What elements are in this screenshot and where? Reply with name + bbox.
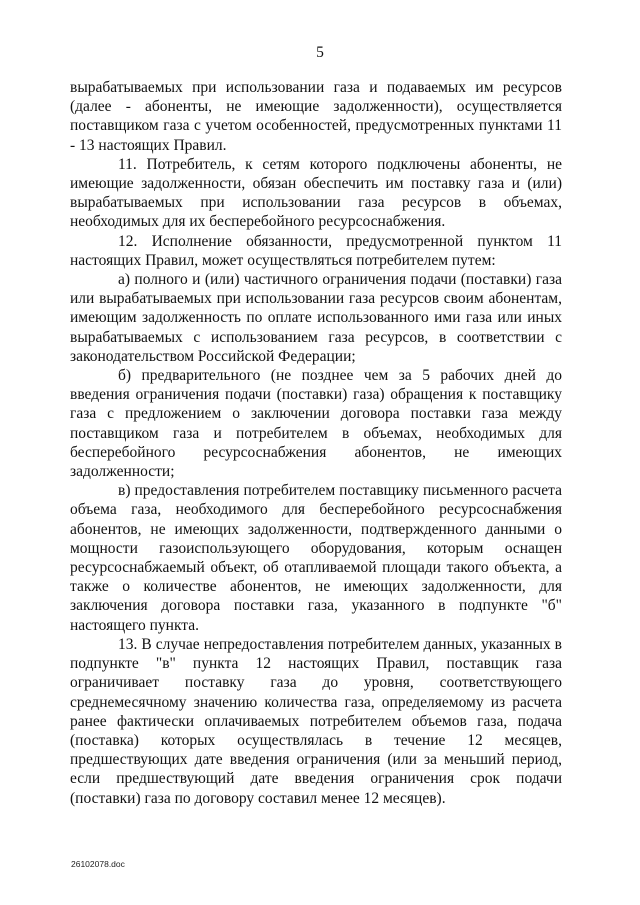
- paragraph-12-b: б) предварительного (не позднее чем за 5 рабочих дней до введения ограничения подачи (поставки) газа) обращения к поставщику газа с предложением о заключении договора поставки газа между поставщиком газа и потребителем в объемах, необходимых для бесперебойного ресурсоснабжения абонентов, не имеющих задолженности;: [70, 367, 562, 481]
- paragraph-continuation: вырабатываемых при использовании газа и подаваемых им ресурсов (далее - абоненты, не имеющие задолженности), осуществляется поставщиком газа с учетом особенностей, предусмотренных пунктами 11 - 13 настоящих Правил.: [70, 79, 562, 154]
- paragraph-12: 12. Исполнение обязанности, предусмотренной пунктом 11 настоящих Правил, может осуществляться потребителем путем:: [70, 232, 562, 269]
- paragraph-12-v: в) предоставления потребителем поставщику письменного расчета объема газа, необходимого для бесперебойного ресурсоснабжения абонентов, не имеющих задолженности, подтвержденного данными о мощности газоиспользующего оборудования, которым оснащен ресурсоснабжаемый объект, об отапливаемой площади такого объекта, а также о количестве абонентов, не имеющих задолженности, для заключения договора поставки газа, указанного в подпункте "б" настоящего пункта.: [70, 482, 562, 634]
- document-body: [70, 78, 562, 808]
- page-number: 5: [316, 44, 324, 61]
- paragraph-13: 13. В случае непредоставления потребителем данных, указанных в подпункте "в" пункта 12 настоящих Правил, поставщик газа ограничивает поставку газа до уровня, соответствующего среднемесячному значению количества газа, определяемому из расчета ранее фактически оплачиваемых потребителем объемов газа, подача (поставка) которых осуществлялась в течение 12 месяцев, предшествующих дате введения ограничения (или за меньший период, если предшествующий дате введения ограничения срок подачи (поставки) газа по договору составил менее 12 месяцев).: [70, 635, 562, 807]
- paragraph-12-a: а) полного и (или) частичного ограничения подачи (поставки) газа или вырабатываемых при использовании газа ресурсов своим абонентам, имеющим задолженность по оплате использованного ими газа или иных вырабатываемых с использованием газа ресурсов, в соответствии с законодательством Российской Федерации;: [70, 271, 562, 365]
- document-filename: 26102078.doc: [71, 859, 125, 869]
- paragraph-11: 11. Потребитель, к сетям которого подключены абоненты, не имеющие задолженности, обязан обеспечить им поставку газа и (или) вырабатываемых при использовании газа ресурсов в объемах, необходимых для их бесперебойного ресурсоснабжения.: [70, 155, 562, 231]
